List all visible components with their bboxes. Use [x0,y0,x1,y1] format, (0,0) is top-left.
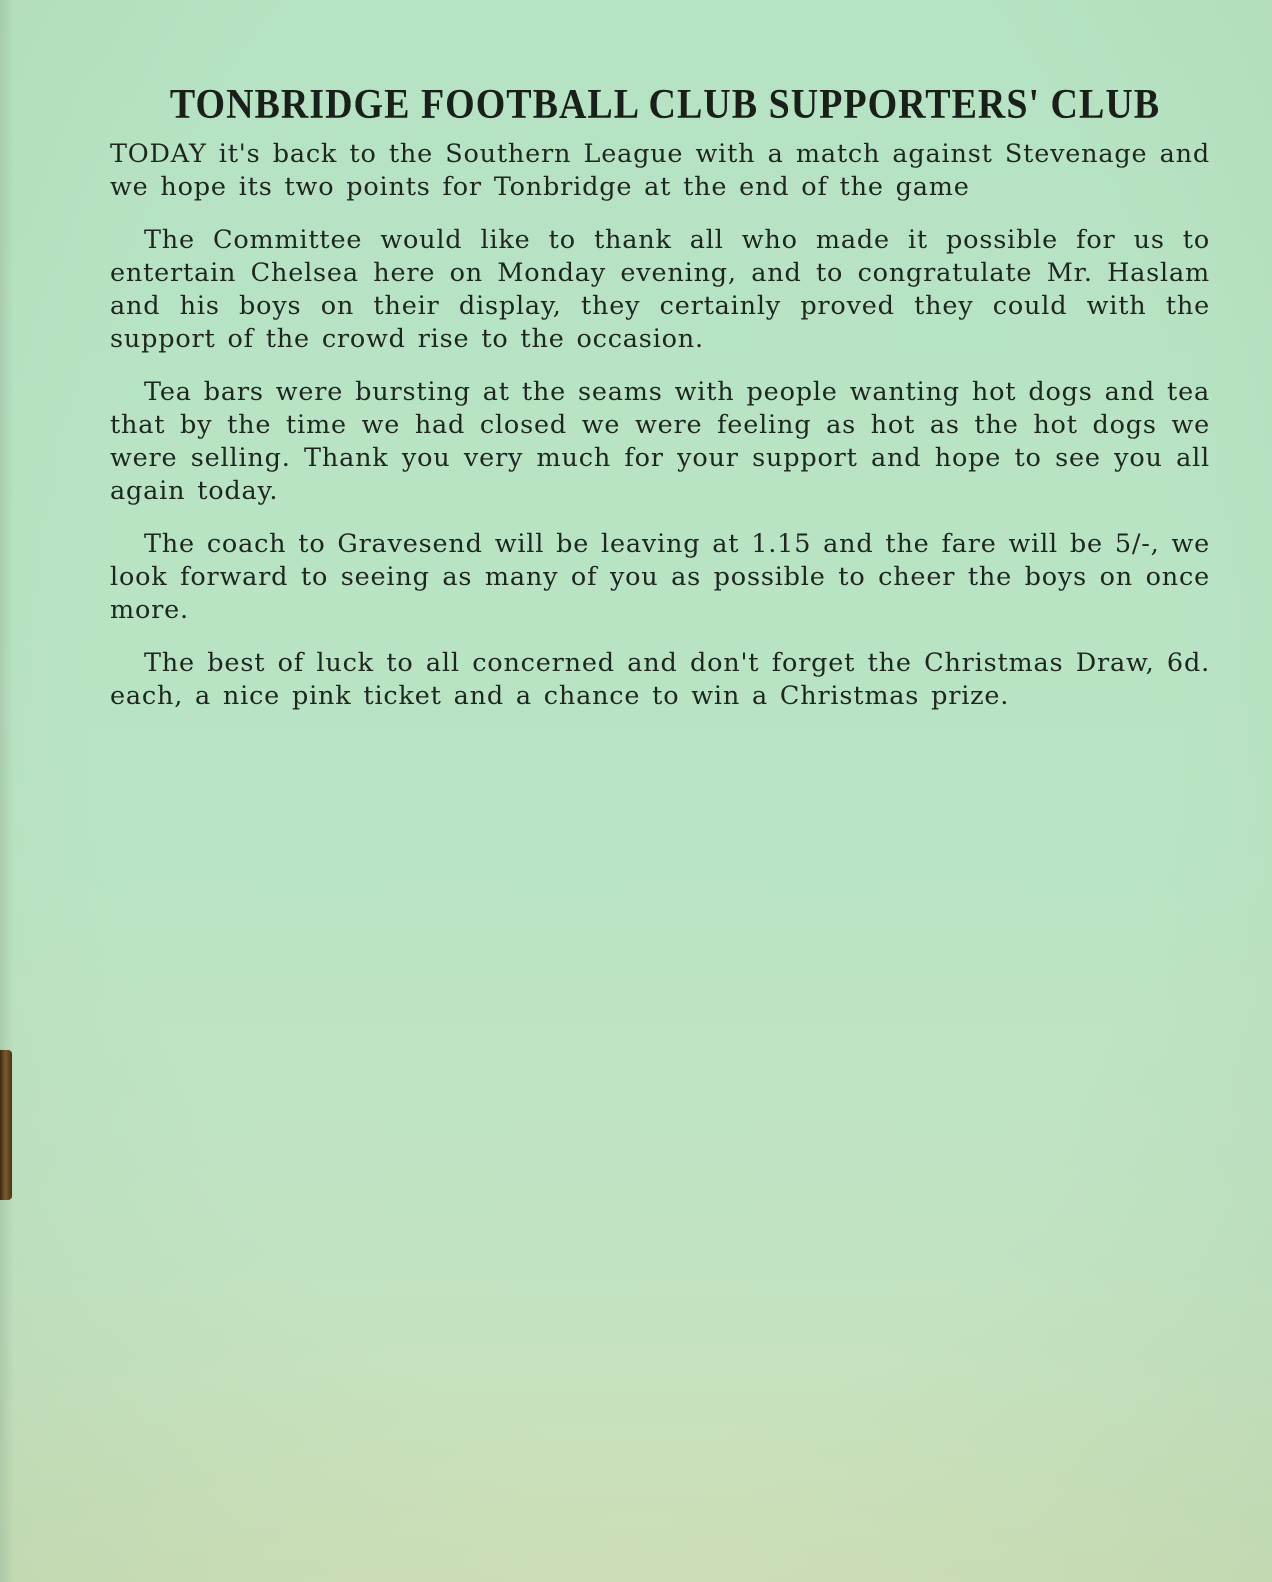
paragraph-tea-bars: Tea bars were bursting at the seams with people wanting hot dogs and tea that by the time we had closed we were feeling as hot as the hot dogs we were selling. Thank you very much for your support and hope to see you all again today. [110,377,1210,506]
staple-binding [0,1050,12,1200]
paper-edge-shadow [0,0,14,1582]
paragraph-coach-gravesend: The coach to Gravesend will be leaving at 1.15 and the fare will be 5/-, we look forward to seeing as many of you as possible to cheer the boys on once more. [110,529,1210,625]
document-body [110,80,1210,733]
page-title: TONBRIDGE FOOTBALL CLUB SUPPORTERS' CLUB [169,81,1161,129]
paragraph-southern-league: TODAY it's back to the Southern League with a match against Stevenage and we hope its two points for Tonbridge at the end of the game [110,139,1210,202]
paragraph-chelsea-thanks: The Committee would like to thank all who made it possible for us to entertain Chelsea here on Monday evening, and to congratulate Mr. Haslam and his boys on their display, they certainly proved they could with the support of the crowd rise to the occasion. [110,225,1210,354]
paragraph-christmas-draw: The best of luck to all concerned and don't forget the Christmas Draw, 6d. each, a nice pink ticket and a chance to win a Christmas prize. [110,648,1210,711]
